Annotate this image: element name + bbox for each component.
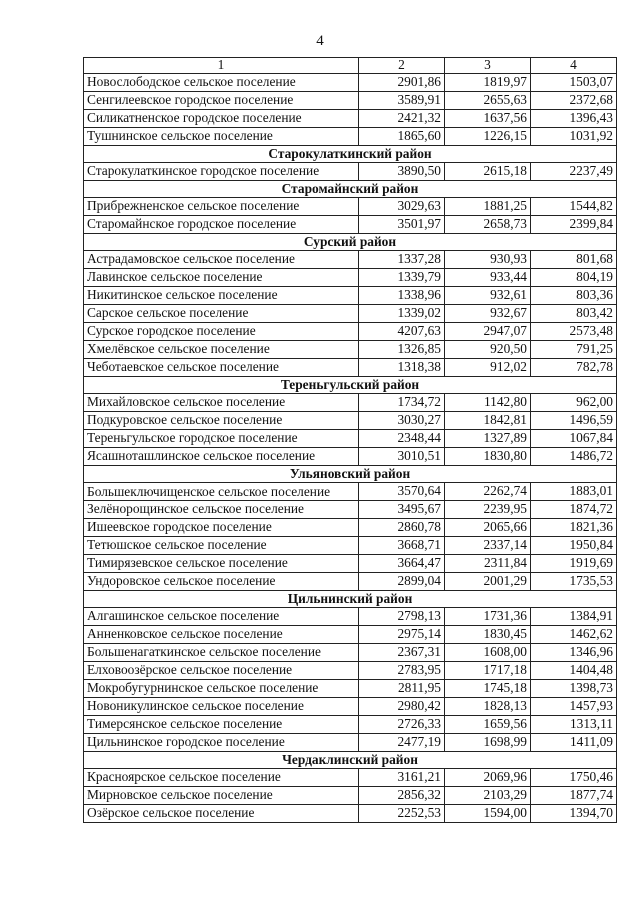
table-row — [84, 537, 617, 555]
settlement-name-cell: Озёрское сельское поселение — [84, 805, 359, 823]
value-cell-col3: 2311,84 — [445, 555, 531, 573]
district-name: Сурский район — [84, 234, 617, 251]
settlement-name-cell: Сурское городское поселение — [84, 323, 359, 341]
table-row — [84, 323, 617, 341]
settlement-name-cell: Анненковское сельское поселение — [84, 626, 359, 644]
value-cell-col2: 3030,27 — [359, 412, 445, 430]
district-name: Старокулаткинский район — [84, 146, 617, 163]
district-name: Ульяновский район — [84, 466, 617, 483]
table-row — [84, 555, 617, 573]
table-row — [84, 92, 617, 110]
settlement-name-cell: Мокробугурнинское сельское поселение — [84, 680, 359, 698]
value-cell-col3: 2239,95 — [445, 501, 531, 519]
settlement-name-cell: Тимерсянское сельское поселение — [84, 716, 359, 734]
value-cell-col2: 3495,67 — [359, 501, 445, 519]
value-cell-col4: 803,36 — [531, 287, 617, 305]
value-cell-col2: 2975,14 — [359, 626, 445, 644]
settlement-name-cell: Цильнинское городское поселение — [84, 734, 359, 752]
value-cell-col3: 2658,73 — [445, 216, 531, 234]
settlement-name-cell: Большенагаткинское сельское поселение — [84, 644, 359, 662]
value-cell-col3: 932,67 — [445, 305, 531, 323]
value-cell-col4: 1346,96 — [531, 644, 617, 662]
settlement-name-cell: Тереньгульское городское поселение — [84, 430, 359, 448]
value-cell-col4: 1750,46 — [531, 769, 617, 787]
district-name: Чердаклинский район — [84, 752, 617, 769]
value-cell-col2: 2901,86 — [359, 74, 445, 92]
district-header-row — [84, 181, 617, 198]
table-row — [84, 198, 617, 216]
value-cell-col3: 932,61 — [445, 287, 531, 305]
district-name: Старомайнский район — [84, 181, 617, 198]
header-cell-1: 1 — [84, 58, 359, 74]
value-cell-col4: 1950,84 — [531, 537, 617, 555]
settlement-name-cell: Никитинское сельское поселение — [84, 287, 359, 305]
value-cell-col2: 2252,53 — [359, 805, 445, 823]
value-cell-col4: 1874,72 — [531, 501, 617, 519]
value-cell-col3: 2103,29 — [445, 787, 531, 805]
settlement-name-cell: Старомайнское городское поселение — [84, 216, 359, 234]
value-cell-col4: 1384,91 — [531, 608, 617, 626]
value-cell-col4: 791,25 — [531, 341, 617, 359]
value-cell-col2: 2899,04 — [359, 573, 445, 591]
value-cell-col2: 3029,63 — [359, 198, 445, 216]
table-row — [84, 483, 617, 501]
value-cell-col2: 3570,64 — [359, 483, 445, 501]
value-cell-col2: 2367,31 — [359, 644, 445, 662]
value-cell-col2: 3890,50 — [359, 163, 445, 181]
value-cell-col2: 2856,32 — [359, 787, 445, 805]
district-name: Цильнинский район — [84, 591, 617, 608]
table-row — [84, 626, 617, 644]
value-cell-col4: 1398,73 — [531, 680, 617, 698]
district-header-row — [84, 234, 617, 251]
settlement-name-cell: Михайловское сельское поселение — [84, 394, 359, 412]
value-cell-col2: 1318,38 — [359, 359, 445, 377]
table-row — [84, 430, 617, 448]
settlement-name-cell: Силикатненское городское поселение — [84, 110, 359, 128]
settlement-name-cell: Мирновское сельское поселение — [84, 787, 359, 805]
value-cell-col4: 1031,92 — [531, 128, 617, 146]
value-cell-col3: 1881,25 — [445, 198, 531, 216]
table-row — [84, 128, 617, 146]
table-row — [84, 680, 617, 698]
table-row — [84, 74, 617, 92]
settlement-name-cell: Лавинское сельское поселение — [84, 269, 359, 287]
value-cell-col3: 1327,89 — [445, 430, 531, 448]
value-cell-col4: 1394,70 — [531, 805, 617, 823]
value-cell-col3: 2655,63 — [445, 92, 531, 110]
table-row — [84, 269, 617, 287]
value-cell-col2: 3589,91 — [359, 92, 445, 110]
table-row — [84, 163, 617, 181]
value-cell-col4: 962,00 — [531, 394, 617, 412]
value-cell-col3: 1637,56 — [445, 110, 531, 128]
settlement-name-cell: Алгашинское сельское поселение — [84, 608, 359, 626]
value-cell-col4: 804,19 — [531, 269, 617, 287]
value-cell-col2: 1339,02 — [359, 305, 445, 323]
value-cell-col3: 2262,74 — [445, 483, 531, 501]
value-cell-col3: 1731,36 — [445, 608, 531, 626]
settlement-name-cell: Большеключищенское сельское поселение — [84, 483, 359, 501]
value-cell-col3: 2001,29 — [445, 573, 531, 591]
settlement-name-cell: Ишеевское городское поселение — [84, 519, 359, 537]
header-cell-4: 4 — [531, 58, 617, 74]
value-cell-col4: 1919,69 — [531, 555, 617, 573]
value-cell-col2: 2783,95 — [359, 662, 445, 680]
district-header-row — [84, 752, 617, 769]
settlement-name-cell: Елховоозёрское сельское поселение — [84, 662, 359, 680]
value-cell-col4: 1067,84 — [531, 430, 617, 448]
value-cell-col4: 1496,59 — [531, 412, 617, 430]
table-row — [84, 394, 617, 412]
value-cell-col4: 1411,09 — [531, 734, 617, 752]
value-cell-col4: 2372,68 — [531, 92, 617, 110]
value-cell-col3: 1830,80 — [445, 448, 531, 466]
value-cell-col4: 1462,62 — [531, 626, 617, 644]
table-row — [84, 251, 617, 269]
value-cell-col4: 1503,07 — [531, 74, 617, 92]
value-cell-col3: 1594,00 — [445, 805, 531, 823]
header-cell-2: 2 — [359, 58, 445, 74]
district-header-row — [84, 591, 617, 608]
settlement-name-cell: Подкуровское сельское поселение — [84, 412, 359, 430]
value-cell-col3: 1698,99 — [445, 734, 531, 752]
page-number: 4 — [316, 33, 324, 49]
table-header-row — [84, 58, 617, 74]
value-cell-col4: 1883,01 — [531, 483, 617, 501]
table-row — [84, 698, 617, 716]
table-row — [84, 787, 617, 805]
value-cell-col4: 803,42 — [531, 305, 617, 323]
value-cell-col4: 1544,82 — [531, 198, 617, 216]
value-cell-col2: 2348,44 — [359, 430, 445, 448]
settlement-name-cell: Ясашноташлинское сельское поселение — [84, 448, 359, 466]
value-cell-col3: 1142,80 — [445, 394, 531, 412]
settlement-name-cell: Новослободское сельское поселение — [84, 74, 359, 92]
table-row — [84, 608, 617, 626]
district-name: Тереньгульский район — [84, 377, 617, 394]
table-row — [84, 305, 617, 323]
table-row — [84, 341, 617, 359]
settlement-name-cell: Сарское сельское поселение — [84, 305, 359, 323]
settlement-name-cell: Новоникулинское сельское поселение — [84, 698, 359, 716]
value-cell-col2: 3664,47 — [359, 555, 445, 573]
value-cell-col2: 2726,33 — [359, 716, 445, 734]
value-cell-col2: 1865,60 — [359, 128, 445, 146]
value-cell-col2: 2477,19 — [359, 734, 445, 752]
table-row — [84, 359, 617, 377]
value-cell-col3: 920,50 — [445, 341, 531, 359]
value-cell-col4: 2573,48 — [531, 323, 617, 341]
value-cell-col3: 1226,15 — [445, 128, 531, 146]
value-cell-col3: 933,44 — [445, 269, 531, 287]
value-cell-col3: 2947,07 — [445, 323, 531, 341]
district-header-row — [84, 377, 617, 394]
settlements-table — [83, 57, 617, 823]
settlement-name-cell: Тушнинское сельское поселение — [84, 128, 359, 146]
settlement-name-cell: Зелёнорощинское сельское поселение — [84, 501, 359, 519]
value-cell-col2: 2798,13 — [359, 608, 445, 626]
value-cell-col4: 2399,84 — [531, 216, 617, 234]
value-cell-col2: 4207,63 — [359, 323, 445, 341]
value-cell-col2: 1339,79 — [359, 269, 445, 287]
value-cell-col4: 1486,72 — [531, 448, 617, 466]
table-row — [84, 644, 617, 662]
value-cell-col3: 1828,13 — [445, 698, 531, 716]
table-row — [84, 110, 617, 128]
value-cell-col4: 1457,93 — [531, 698, 617, 716]
value-cell-col2: 2421,32 — [359, 110, 445, 128]
value-cell-col4: 782,78 — [531, 359, 617, 377]
table-row — [84, 448, 617, 466]
value-cell-col2: 3010,51 — [359, 448, 445, 466]
value-cell-col4: 1396,43 — [531, 110, 617, 128]
value-cell-col3: 1830,45 — [445, 626, 531, 644]
value-cell-col3: 912,02 — [445, 359, 531, 377]
settlement-name-cell: Тимирязевское сельское поселение — [84, 555, 359, 573]
value-cell-col2: 1326,85 — [359, 341, 445, 359]
value-cell-col3: 1659,56 — [445, 716, 531, 734]
district-header-row — [84, 146, 617, 163]
value-cell-col4: 1735,53 — [531, 573, 617, 591]
value-cell-col4: 801,68 — [531, 251, 617, 269]
value-cell-col2: 1734,72 — [359, 394, 445, 412]
settlement-name-cell: Прибрежненское сельское поселение — [84, 198, 359, 216]
settlement-name-cell: Сенгилеевское городское поселение — [84, 92, 359, 110]
value-cell-col4: 1821,36 — [531, 519, 617, 537]
value-cell-col3: 930,93 — [445, 251, 531, 269]
value-cell-col3: 2615,18 — [445, 163, 531, 181]
table-row — [84, 716, 617, 734]
settlement-name-cell: Астрадамовское сельское поселение — [84, 251, 359, 269]
table-row — [84, 519, 617, 537]
value-cell-col2: 2980,42 — [359, 698, 445, 716]
value-cell-col3: 2069,96 — [445, 769, 531, 787]
settlement-name-cell: Красноярское сельское поселение — [84, 769, 359, 787]
table-row — [84, 769, 617, 787]
value-cell-col3: 1819,97 — [445, 74, 531, 92]
settlement-name-cell: Чеботаевское сельское поселение — [84, 359, 359, 377]
value-cell-col4: 1877,74 — [531, 787, 617, 805]
value-cell-col2: 3161,21 — [359, 769, 445, 787]
value-cell-col4: 2237,49 — [531, 163, 617, 181]
district-header-row — [84, 466, 617, 483]
table-row — [84, 412, 617, 430]
header-cell-3: 3 — [445, 58, 531, 74]
value-cell-col2: 3668,71 — [359, 537, 445, 555]
table-row — [84, 501, 617, 519]
table-row — [84, 216, 617, 234]
table-row — [84, 734, 617, 752]
value-cell-col2: 3501,97 — [359, 216, 445, 234]
value-cell-col2: 1337,28 — [359, 251, 445, 269]
settlement-name-cell: Старокулаткинское городское поселение — [84, 163, 359, 181]
table-body — [84, 58, 617, 823]
value-cell-col3: 1717,18 — [445, 662, 531, 680]
value-cell-col3: 2065,66 — [445, 519, 531, 537]
settlement-name-cell: Ундоровское сельское поселение — [84, 573, 359, 591]
value-cell-col2: 1338,96 — [359, 287, 445, 305]
value-cell-col3: 1842,81 — [445, 412, 531, 430]
value-cell-col3: 2337,14 — [445, 537, 531, 555]
value-cell-col4: 1404,48 — [531, 662, 617, 680]
value-cell-col3: 1745,18 — [445, 680, 531, 698]
table-row — [84, 287, 617, 305]
value-cell-col4: 1313,11 — [531, 716, 617, 734]
table-row — [84, 573, 617, 591]
value-cell-col3: 1608,00 — [445, 644, 531, 662]
table-row — [84, 805, 617, 823]
settlement-name-cell: Хмелёвское сельское поселение — [84, 341, 359, 359]
value-cell-col2: 2811,95 — [359, 680, 445, 698]
value-cell-col2: 2860,78 — [359, 519, 445, 537]
table-row — [84, 662, 617, 680]
settlement-name-cell: Тетюшское сельское поселение — [84, 537, 359, 555]
